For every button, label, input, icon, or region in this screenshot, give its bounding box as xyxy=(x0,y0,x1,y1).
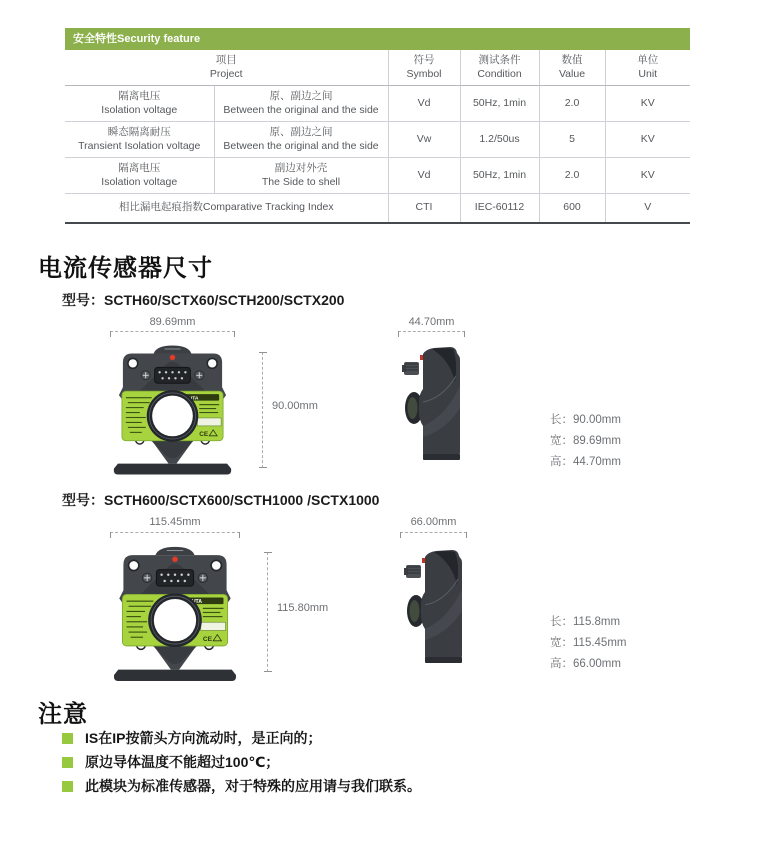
front-width-label-2: 115.45mm xyxy=(149,516,201,528)
col-value: 数值 Value xyxy=(539,50,605,86)
model-line-2: 型号：SCTH600/SCTX600/SCTH1000 /SCTX1000 xyxy=(62,492,380,508)
width-bracket xyxy=(400,532,467,540)
security-feature-table xyxy=(65,50,690,224)
notice-title: 注意 xyxy=(38,701,88,728)
sensor-front-illustration-1 xyxy=(110,342,235,480)
front-height-label-2: 115.80mm xyxy=(277,602,329,614)
dim-length: 长：115.8mm xyxy=(550,616,621,628)
height-bracket xyxy=(262,352,270,468)
side-width-label-1: 44.70mm xyxy=(408,316,455,328)
table-row: 隔离电压 Isolation voltage 原、副边之间 Between the original and the side Vd 50Hz, 1min 2.0 KV xyxy=(65,86,690,122)
dim-height: 高：66.00mm xyxy=(550,658,621,670)
sensor-side-illustration-2 xyxy=(400,543,467,675)
dims-summary-1 xyxy=(550,410,621,473)
security-feature-header: 安全特性Security feature xyxy=(65,28,690,50)
table-row: 瞬态隔离耐压 Transient Isolation voltage 原、副边之间 Between the original and the side Vw 1.2/50us 5 KV xyxy=(65,122,690,158)
width-bracket xyxy=(110,532,240,540)
notice-item: IS在IP按箭头方向流动时，是正向的； xyxy=(62,731,421,746)
col-project: 项目 Project xyxy=(65,50,388,86)
col-condition: 测试条件 Condition xyxy=(460,50,539,86)
side-width-label-2: 66.00mm xyxy=(410,516,457,528)
bullet-square-icon xyxy=(62,757,73,768)
height-bracket xyxy=(267,552,275,672)
bullet-square-icon xyxy=(62,781,73,792)
table-row: 隔离电压 Isolation voltage 副边对外壳 The Side to shell Vd 50Hz, 1min 2.0 KV xyxy=(65,158,690,194)
col-unit: 单位 Unit xyxy=(605,50,690,86)
front-height-label-1: 90.00mm xyxy=(272,400,318,412)
width-bracket xyxy=(398,331,465,339)
model-line-1: 型号：SCTH60/SCTX60/SCTH200/SCTX200 xyxy=(62,292,345,308)
notice-list xyxy=(62,731,421,803)
bullet-square-icon xyxy=(62,733,73,744)
dim-width: 宽：115.45mm xyxy=(550,637,627,649)
notice-item: 原边导体温度不能超过100℃； xyxy=(62,755,421,770)
sensor-side-illustration-1 xyxy=(398,342,465,470)
notice-item: 此模块为标准传感器，对于特殊的应用请与我们联系。 xyxy=(62,779,421,794)
front-width-label-1: 89.69mm xyxy=(149,316,196,328)
section-title-dimensions: 电流传感器尺寸 xyxy=(38,255,213,282)
dims-summary-2 xyxy=(550,612,626,675)
dim-height: 高：44.70mm xyxy=(550,456,621,468)
dim-width: 宽：89.69mm xyxy=(550,435,621,447)
width-bracket xyxy=(110,331,235,339)
sensor-front-illustration-2 xyxy=(110,543,240,687)
table-row-cti: 相比漏电起痕指数Comparative Tracking Index CTI IEC-60112 600 V xyxy=(65,194,690,224)
col-symbol: 符号 Symbol xyxy=(388,50,460,86)
dim-length: 长：90.00mm xyxy=(550,414,621,426)
table-header-row xyxy=(65,50,690,86)
